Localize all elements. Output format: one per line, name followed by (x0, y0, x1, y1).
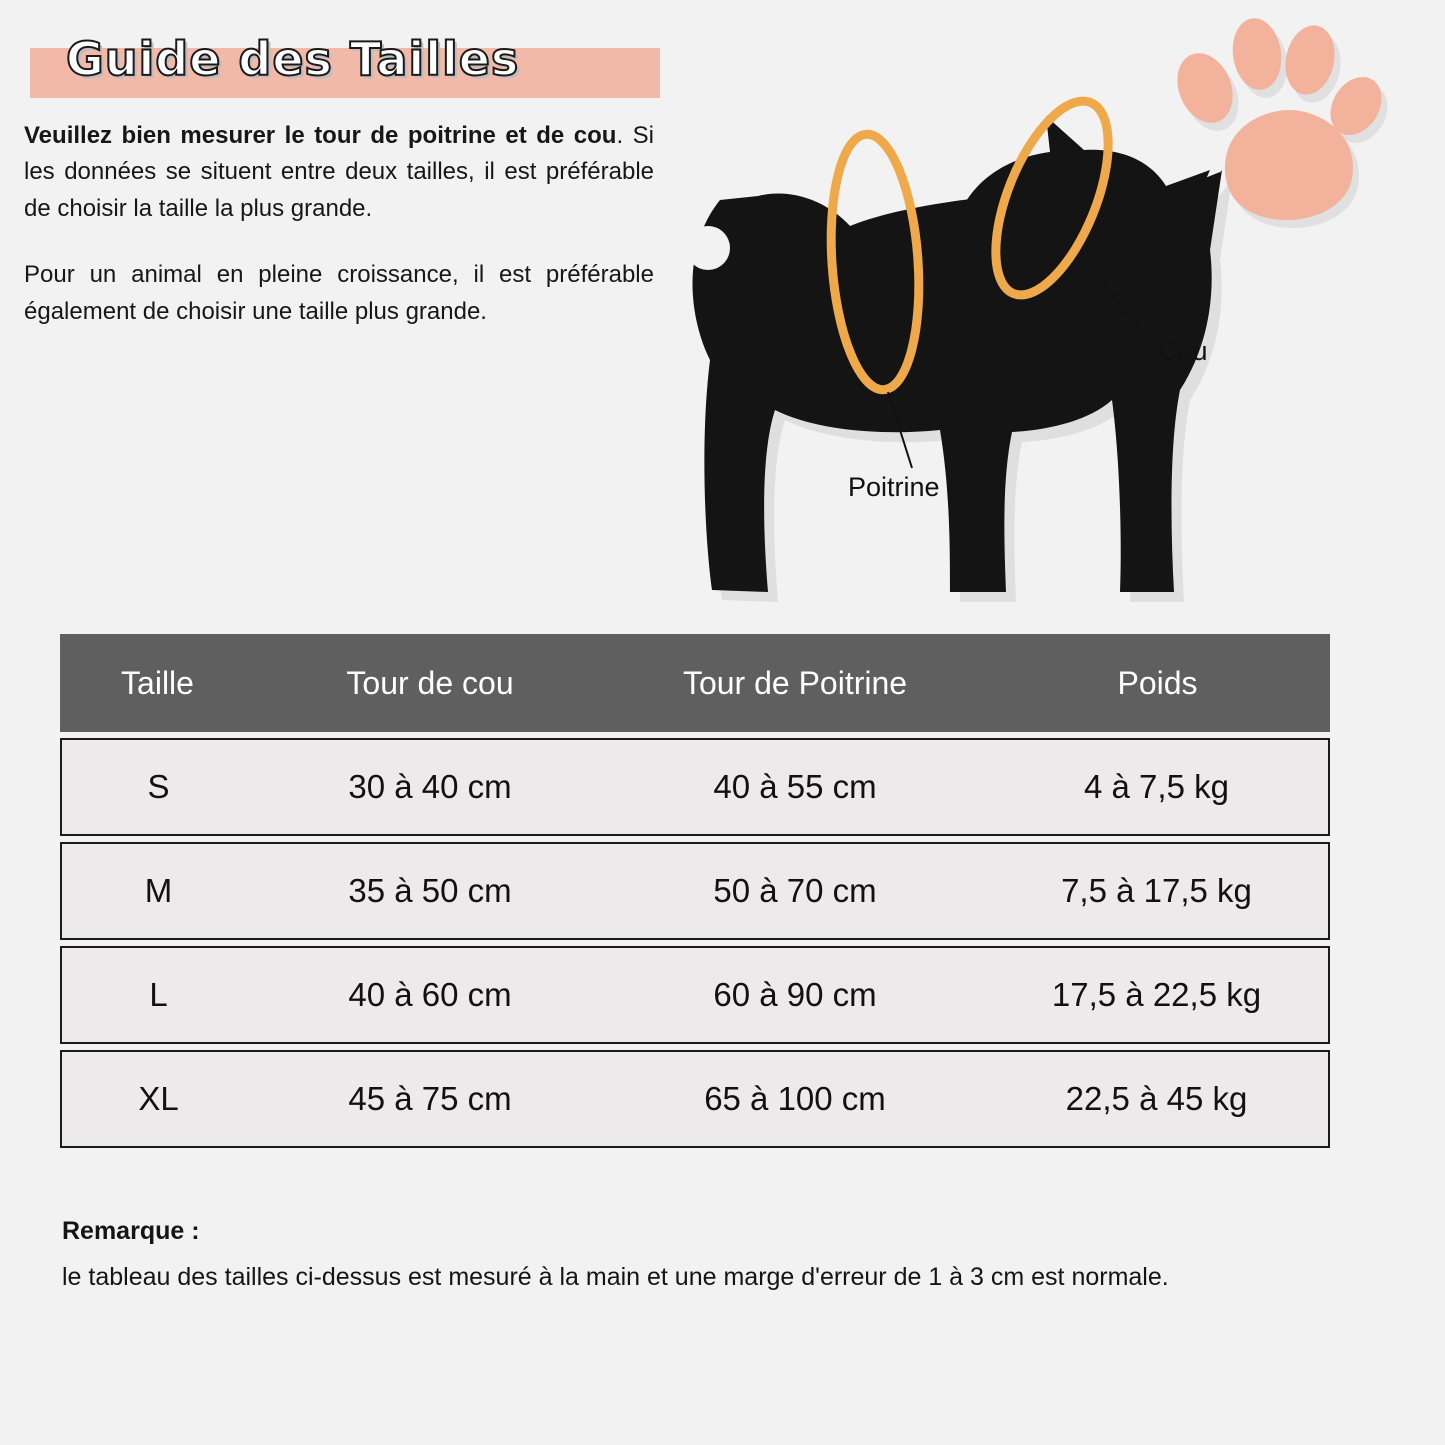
cell-neck: 45 à 75 cm (255, 1050, 605, 1148)
header-poids: Poids (985, 634, 1330, 732)
cell-weight: 17,5 à 22,5 kg (985, 946, 1330, 1044)
size-table-body (60, 738, 1330, 1148)
cell-size: M (60, 842, 255, 940)
header-tour-de-poitrine: Tour de Poitrine (605, 634, 985, 732)
cell-chest: 60 à 90 cm (605, 946, 985, 1044)
intro-paragraph-1-rest: . Si les données se situent entre deux tailles, il est préférable de choisir la taille la plus grande. (24, 122, 654, 222)
label-chest: Poitrine (848, 472, 940, 502)
size-table (60, 628, 1330, 1154)
table-header-row (60, 634, 1330, 732)
size-table-head (60, 634, 1330, 732)
cell-weight: 7,5 à 17,5 kg (985, 842, 1330, 940)
table-row (60, 738, 1330, 836)
header-tour-de-cou: Tour de cou (255, 634, 605, 732)
remark-text: le tableau des tailles ci-dessus est mesuré à la main et une marge d'erreur de 1 à 3 cm est normale. (62, 1262, 1169, 1291)
cell-neck: 30 à 40 cm (255, 738, 605, 836)
intro-paragraph-1 (24, 118, 654, 227)
cell-weight: 22,5 à 45 kg (985, 1050, 1330, 1148)
cell-neck: 40 à 60 cm (255, 946, 605, 1044)
cell-weight: 4 à 7,5 kg (985, 738, 1330, 836)
header-taille: Taille (60, 634, 255, 732)
cell-neck: 35 à 50 cm (255, 842, 605, 940)
cell-chest: 40 à 55 cm (605, 738, 985, 836)
cell-size: XL (60, 1050, 255, 1148)
cell-size: L (60, 946, 255, 1044)
intro-text (24, 118, 654, 360)
size-table-wrap (60, 628, 1330, 1154)
table-row (60, 946, 1330, 1044)
cell-chest: 65 à 100 cm (605, 1050, 985, 1148)
table-row (60, 1050, 1330, 1148)
paw-print-icon (1165, 18, 1415, 238)
table-row (60, 842, 1330, 940)
intro-paragraph-2: Pour un animal en pleine croissance, il est préférable également de choisir une taille plus grande. (24, 261, 654, 325)
label-neck: Cou (1158, 336, 1208, 366)
cell-chest: 50 à 70 cm (605, 842, 985, 940)
cell-size: S (60, 738, 255, 836)
remark-block (62, 1212, 1362, 1297)
page-title-block (30, 18, 660, 100)
page-title: Guide des Tailles (66, 32, 520, 86)
intro-paragraph-1-strong: Veuillez bien mesurer le tour de poitrine et de cou (24, 122, 617, 149)
remark-title: Remarque : (62, 1217, 200, 1245)
